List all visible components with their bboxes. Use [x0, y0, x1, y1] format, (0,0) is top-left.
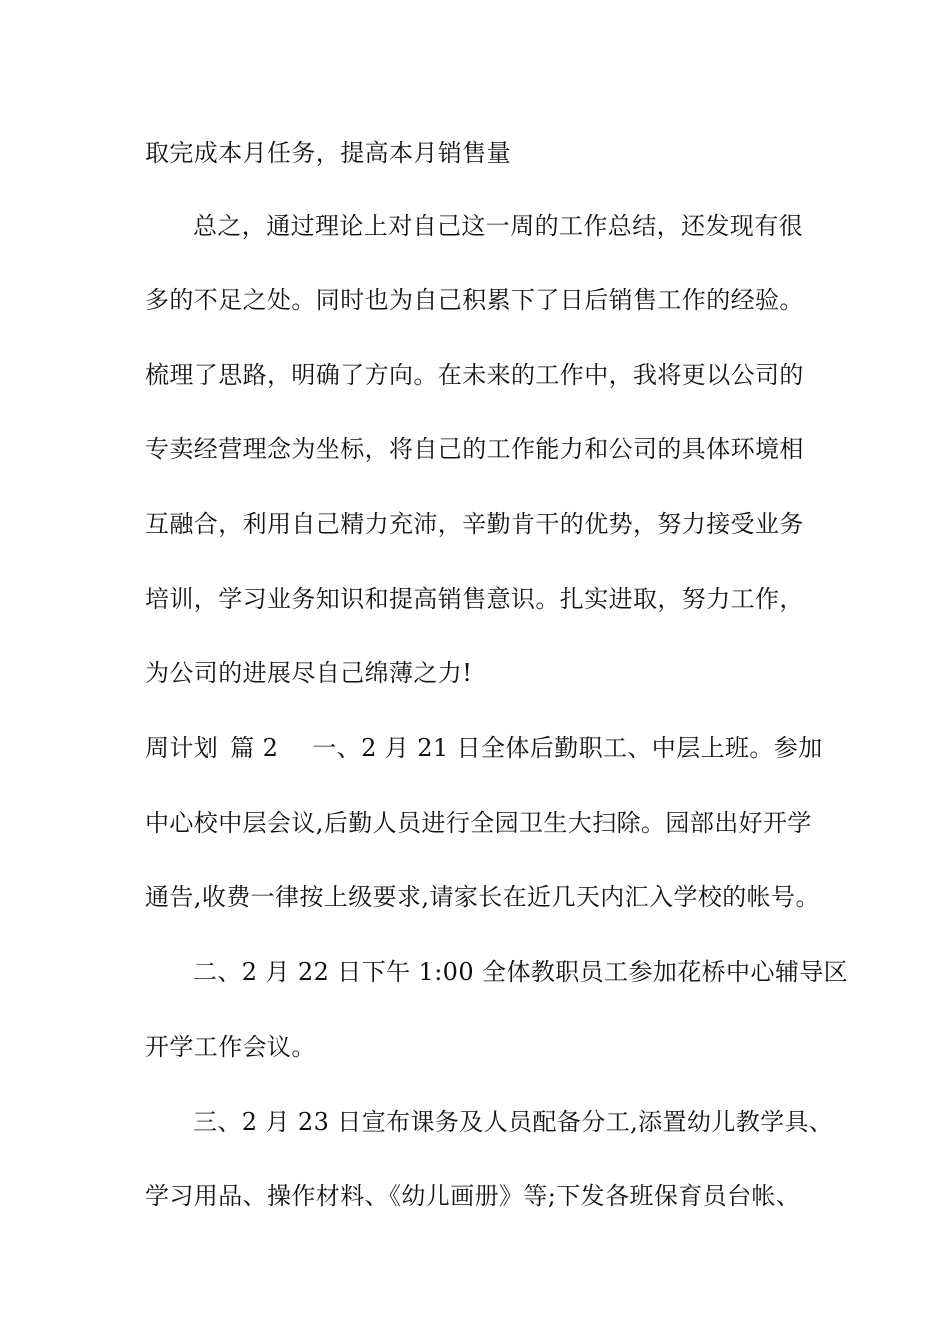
paragraph-line: 三、2 月 23 日宣布课务及人员配备分工,添置幼儿教学具、 [193, 1108, 834, 1136]
paragraph-line: 多的不足之处。同时也为自己积累下了日后销售工作的经验。 [145, 286, 804, 314]
paragraph-line: 取完成本月任务，提高本月销售量 [145, 139, 511, 167]
paragraph-line: 为公司的进展尽自己绵薄之力! [145, 659, 473, 687]
paragraph-line: 开学工作会议。 [145, 1033, 316, 1061]
section-heading-line [145, 733, 823, 763]
section-title: 周计划 [145, 734, 219, 762]
paragraph-line: 中心校中层会议,后勤人员进行全园卫生大扫除。园部出好开学 [145, 809, 812, 837]
section-first-item: 一、2 月 21 日全体后勤职工、中层上班。参加 [312, 734, 823, 762]
paragraph-line: 二、2 月 22 日下午 1:00 全体教职员工参加花桥中心辅导区 [193, 958, 849, 986]
paragraph-line: 梳理了思路，明确了方向。在未来的工作中，我将更以公司的 [145, 361, 804, 389]
paragraph-line: 通告,收费一律按上级要求,请家长在近几天内汇入学校的帐号。 [145, 883, 820, 911]
section-part-label: 篇 2 [230, 734, 279, 762]
paragraph-line: 互融合，利用自己精力充沛，辛勤肯干的优势，努力接受业务 [145, 510, 804, 538]
paragraph-line: 总之，通过理论上对自己这一周的工作总结，还发现有很 [193, 212, 803, 240]
paragraph-line: 培训，学习业务知识和提高销售意识。扎实进取，努力工作， [145, 585, 804, 613]
paragraph-line: 学习用品、操作材料、《幼儿画册》等;下发各班保育员台帐、 [145, 1182, 801, 1210]
paragraph-line: 专卖经营理念为坐标，将自己的工作能力和公司的具体环境相 [145, 435, 804, 463]
